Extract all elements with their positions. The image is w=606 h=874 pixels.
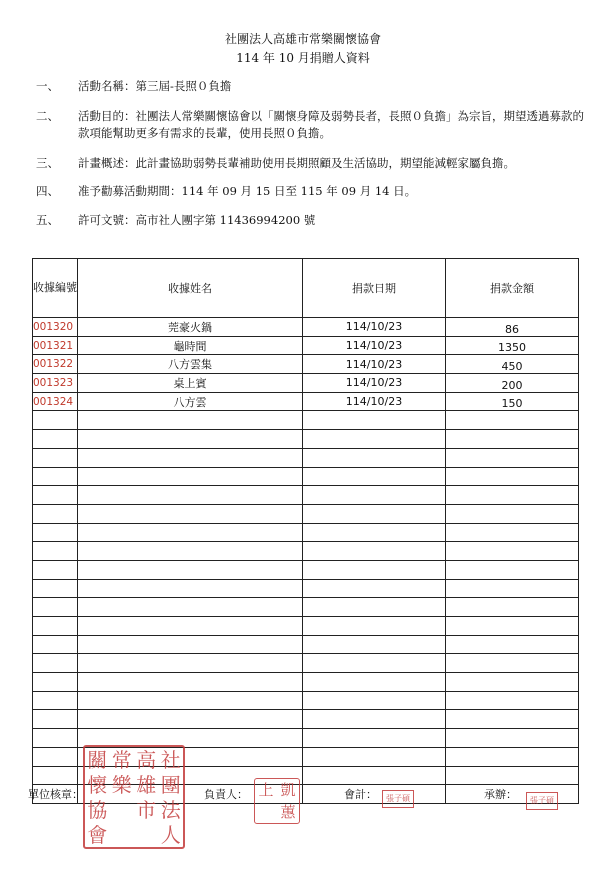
cell-receipt-number — [33, 560, 78, 579]
table-row — [33, 392, 579, 411]
cell-receipt-name: 八方雲 — [78, 392, 303, 411]
cell-donation-date — [303, 560, 446, 579]
cell-donation-amount — [446, 729, 579, 748]
header-donation-date: 捐款日期 — [303, 259, 446, 318]
cell-donation-amount — [446, 710, 579, 729]
table-row — [33, 654, 579, 673]
document-subtitle: 114 年 10 月捐贈人資料 — [236, 51, 370, 65]
item-activity-purpose — [36, 108, 586, 142]
cell-receipt-name — [78, 598, 303, 617]
cell-receipt-number: 001321 — [33, 336, 78, 355]
cell-donation-date — [303, 523, 446, 542]
table-row — [33, 617, 579, 636]
table-row — [33, 374, 579, 393]
cell-donation-amount — [446, 766, 579, 785]
cell-receipt-number — [33, 579, 78, 598]
cell-receipt-name — [78, 430, 303, 449]
cell-receipt-name — [78, 579, 303, 598]
unit-review-label: 單位核章： — [28, 788, 83, 801]
header-receipt-number: 收據編號 — [33, 259, 78, 318]
item-fundraising-period — [36, 183, 586, 200]
cell-receipt-name — [78, 504, 303, 523]
cell-receipt-name — [78, 523, 303, 542]
header-receipt-name: 收據姓名 — [78, 259, 303, 318]
item-plan-overview — [36, 155, 586, 172]
cell-donation-date — [303, 504, 446, 523]
cell-donation-amount — [446, 542, 579, 561]
cell-receipt-name — [78, 448, 303, 467]
item-number: 一、 — [36, 79, 59, 93]
item-label: 活動目的： — [78, 109, 136, 123]
cell-receipt-number — [33, 411, 78, 430]
cell-donation-amount — [446, 560, 579, 579]
cell-donation-amount: 200 — [446, 374, 579, 393]
cell-donation-amount — [446, 691, 579, 710]
cell-donation-amount — [446, 504, 579, 523]
cell-donation-date — [303, 542, 446, 561]
cell-donation-amount — [446, 635, 579, 654]
cell-donation-date: 114/10/23 — [303, 392, 446, 411]
item-number: 五、 — [36, 213, 59, 227]
cell-receipt-name: 桌上賓 — [78, 374, 303, 393]
item-text: 高市社人團字第 11436994200 號 — [135, 213, 316, 227]
cell-donation-date — [303, 430, 446, 449]
table-body — [33, 318, 579, 804]
cell-receipt-name — [78, 560, 303, 579]
responsible-person-seal: 凱 蕙 上 — [254, 778, 300, 824]
table-row — [33, 336, 579, 355]
cell-donation-amount — [446, 486, 579, 505]
cell-receipt-number — [33, 710, 78, 729]
cell-donation-date — [303, 448, 446, 467]
table-row — [33, 635, 579, 654]
cell-receipt-name — [78, 635, 303, 654]
table-row — [33, 486, 579, 505]
cell-donation-amount — [446, 579, 579, 598]
cell-donation-amount — [446, 467, 579, 486]
cell-donation-date — [303, 635, 446, 654]
cell-receipt-number — [33, 691, 78, 710]
item-text: 此計畫協助弱勢長輩補助使用長期照顧及生活協助，期望能減輕家屬負擔。 — [135, 156, 515, 170]
cell-receipt-name — [78, 486, 303, 505]
cell-receipt-number: 001324 — [33, 392, 78, 411]
cell-donation-date — [303, 411, 446, 430]
cell-donation-amount — [446, 430, 579, 449]
item-number: 二、 — [36, 109, 59, 123]
cell-donation-date — [303, 617, 446, 636]
responsible-label: 負責人： — [204, 788, 248, 801]
cell-receipt-number — [33, 448, 78, 467]
item-number: 三、 — [36, 156, 59, 170]
table-row — [33, 710, 579, 729]
table-row — [33, 355, 579, 374]
table-row — [33, 523, 579, 542]
cell-donation-date — [303, 691, 446, 710]
cell-receipt-number — [33, 766, 78, 785]
cell-donation-amount: 150 — [446, 392, 579, 411]
handler-seal: 張子碩 — [526, 792, 558, 810]
cell-donation-amount — [446, 747, 579, 766]
cell-donation-amount — [446, 654, 579, 673]
cell-receipt-number: 001320 — [33, 318, 78, 337]
cell-receipt-name — [78, 411, 303, 430]
cell-receipt-number — [33, 467, 78, 486]
cell-receipt-number — [33, 523, 78, 542]
cell-donation-amount — [446, 411, 579, 430]
item-label: 計畫概述： — [78, 156, 136, 170]
table-row — [33, 673, 579, 692]
table-row — [33, 542, 579, 561]
cell-donation-amount — [446, 523, 579, 542]
accountant-label: 會計： — [344, 788, 377, 801]
cell-donation-amount: 1350 — [446, 336, 579, 355]
table-row — [33, 579, 579, 598]
cell-receipt-number — [33, 542, 78, 561]
cell-donation-amount — [446, 448, 579, 467]
item-text: 社團法人常樂關懷協會以「關懷身障及弱勢長者，長照０負擔」為宗旨，期望透過募款的款項能幫助更多有需求的長輩，使用長照０負擔。 — [78, 109, 584, 140]
cell-donation-date: 114/10/23 — [303, 336, 446, 355]
cell-receipt-name: 龜時間 — [78, 336, 303, 355]
table-row — [33, 598, 579, 617]
cell-receipt-name: 八方雲集 — [78, 355, 303, 374]
cell-receipt-number — [33, 430, 78, 449]
table-row — [33, 430, 579, 449]
cell-receipt-name — [78, 467, 303, 486]
table-row — [33, 560, 579, 579]
cell-receipt-name — [78, 617, 303, 636]
cell-receipt-number — [33, 635, 78, 654]
item-label: 許可文號： — [78, 213, 136, 227]
handler-label: 承辦： — [484, 788, 517, 801]
cell-donation-date: 114/10/23 — [303, 318, 446, 337]
cell-donation-date: 114/10/23 — [303, 374, 446, 393]
cell-receipt-number — [33, 729, 78, 748]
accountant-seal: 張子碩 — [382, 790, 414, 808]
table-row — [33, 504, 579, 523]
cell-donation-date — [303, 654, 446, 673]
cell-receipt-name — [78, 691, 303, 710]
cell-donation-amount — [446, 617, 579, 636]
item-label: 准予勸募活動期間： — [78, 184, 182, 198]
cell-receipt-number — [33, 504, 78, 523]
item-permit-number — [36, 212, 586, 229]
cell-receipt-name: 莞豪火鍋 — [78, 318, 303, 337]
header-donation-amount: 捐款金額 — [446, 259, 579, 318]
cell-receipt-number — [33, 617, 78, 636]
item-label: 活動名稱： — [78, 79, 136, 93]
cell-donation-amount — [446, 673, 579, 692]
table-row — [33, 318, 579, 337]
cell-receipt-number — [33, 654, 78, 673]
cell-donation-date — [303, 673, 446, 692]
cell-donation-amount: 450 — [446, 355, 579, 374]
donation-table — [32, 258, 579, 804]
cell-donation-date — [303, 710, 446, 729]
cell-donation-date — [303, 729, 446, 748]
cell-receipt-number — [33, 747, 78, 766]
cell-receipt-name — [78, 654, 303, 673]
cell-receipt-number — [33, 673, 78, 692]
cell-donation-date — [303, 486, 446, 505]
item-activity-name — [36, 78, 586, 95]
cell-donation-date — [303, 467, 446, 486]
cell-donation-date — [303, 579, 446, 598]
cell-receipt-number — [33, 486, 78, 505]
cell-receipt-name — [78, 673, 303, 692]
cell-donation-date — [303, 747, 446, 766]
document-title: 社團法人高雄市常樂關懷協會 — [224, 32, 381, 46]
item-text: 第三屆-長照０負擔 — [135, 79, 232, 93]
cell-donation-amount — [446, 598, 579, 617]
item-text: 114 年 09 月 15 日至 115 年 09 月 14 日。 — [181, 184, 417, 198]
cell-donation-date — [303, 766, 446, 785]
table-row — [33, 448, 579, 467]
item-number: 四、 — [36, 184, 59, 198]
cell-donation-amount: 86 — [446, 318, 579, 337]
cell-receipt-name — [78, 710, 303, 729]
table-row — [33, 467, 579, 486]
cell-receipt-name — [78, 542, 303, 561]
cell-receipt-number: 001323 — [33, 374, 78, 393]
cell-donation-date: 114/10/23 — [303, 355, 446, 374]
cell-donation-date — [303, 598, 446, 617]
table-row — [33, 691, 579, 710]
organization-seal: 社 團 法 人 高 雄 市 常 樂 關 懷 協 會 — [83, 745, 185, 849]
table-row — [33, 411, 579, 430]
table-header-row — [33, 259, 579, 318]
cell-receipt-number — [33, 598, 78, 617]
cell-receipt-number: 001322 — [33, 355, 78, 374]
